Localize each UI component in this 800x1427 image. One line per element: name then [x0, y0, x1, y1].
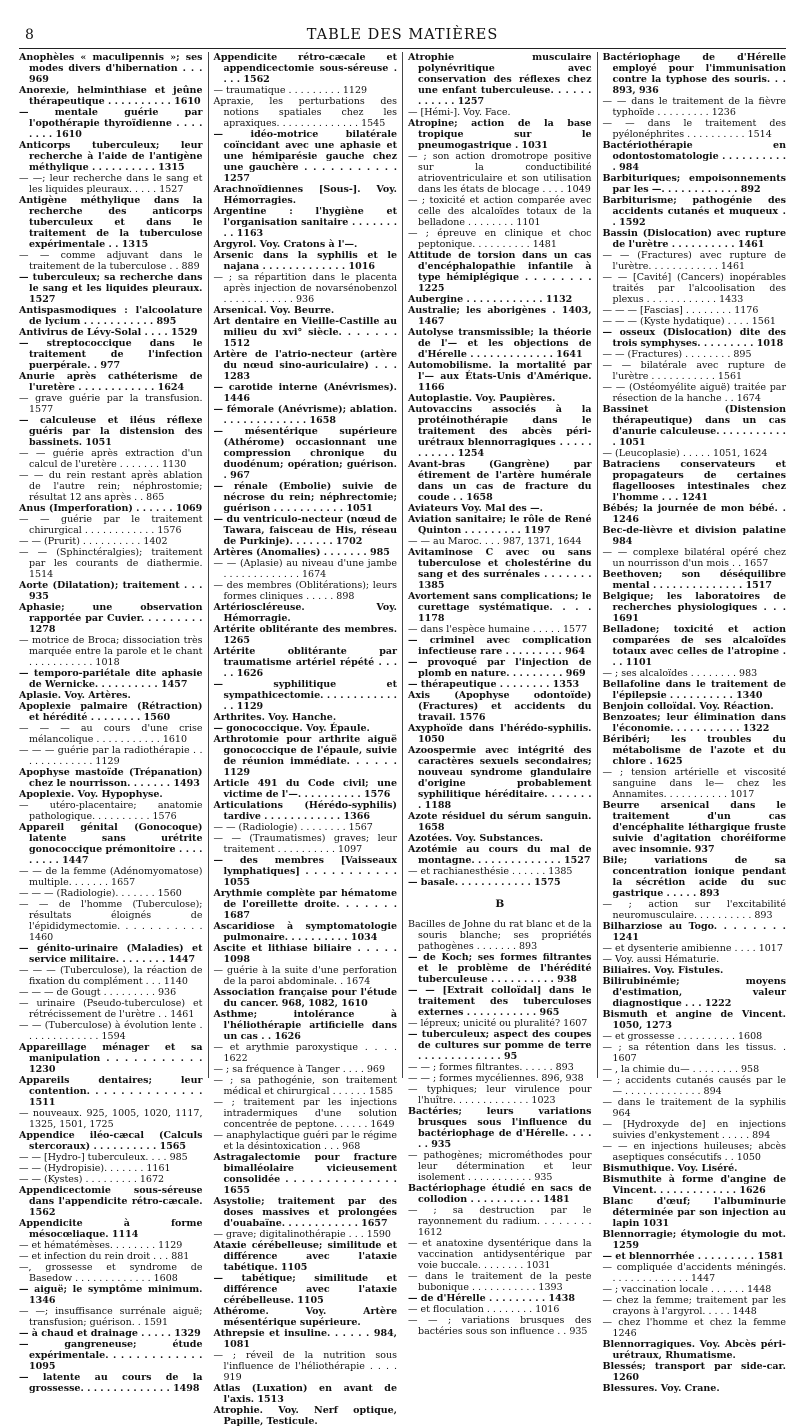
index-entry: —, grossesse et syndrome de Basedow . . . . . . . . . . . . . 1608 — [19, 1262, 203, 1284]
index-entry: — idéo-motrice bilatérale coïncidant avec une aphasie et une hémiparésie gauche chez une gauchère . . . . . . . . . . . 1257 — [213, 129, 397, 184]
index-entry: Bassin (Dislocation) avec rupture de l'urètre . . . . . . . . . . 1461 — [602, 228, 786, 250]
index-entry: — — (Prurit) . . . . . . . . . . 1402 — [19, 536, 168, 547]
index-entry: Axyphoïde dans l'hérédo-syphilis. 1050 — [408, 723, 592, 745]
index-entry: Avortement sans complications; le curettage systématique. . . . 1178 — [408, 591, 592, 624]
index-entry: — —; leur recherche dans le sang et les liquides pleuraux. . . . . 1527 — [19, 173, 203, 195]
index-entry: — latente au cours de la grossesse. . . . . . . . . . . . . . 1498 — [19, 1372, 203, 1394]
index-entry: — — guérie par le traitement chirurgical . . . . . . . . . . . . 1576 — [19, 514, 203, 536]
index-entry: — traumatique . . . . . . . . . 1129 — [213, 85, 368, 96]
index-entry: Aphasie; une observation rapportée par Cuvier. . . . . . . . . 1278 — [19, 602, 203, 635]
index-entry: — — dans le traitement de la fièvre typhoïde . . . . . . . . . 1236 — [602, 96, 786, 118]
index-entry: — de d'Hérelle . . . . . . . . . 1438 — [408, 1293, 575, 1304]
index-entry: Antispasmodiques : l'alcoolature de lycium . . . . . . . . . . . 895 — [19, 305, 203, 327]
index-entry: — des membres (Oblitérations); leurs formes cliniques . . . . . 898 — [213, 580, 397, 602]
index-entry: — ; sa rétention dans les tissus. . 1607 — [602, 1042, 786, 1064]
index-entry: — thérapeutique . . . . . . . . 1353 — [408, 679, 580, 690]
page-number: 8 — [25, 27, 34, 43]
index-entry: Biliaires. Voy. Fistules. — [602, 965, 724, 976]
index-entry: — streptococcique dans le traitement de l'infection puerpérale. . 977 — [19, 338, 203, 371]
index-entry: Ataxie cérébelleuse; similitude et différence avec l'ataxie tabétique. 1105 — [213, 1240, 397, 1273]
index-entry: — ; accidents cutanés causés par le — . . . . . . . . . . . . . 894 — [602, 1075, 786, 1097]
index-entry: — chez la femme; traitement par les crayons à l'argyrol. . . . . 1448 — [602, 1295, 786, 1317]
index-entry: — —; insuffisance surrénale aiguë; transfusion; guérison. . 1591 — [19, 1306, 203, 1328]
index-entry: — — (Sphinctéralgies); traitement par les courants de diathermie. 1514 — [19, 547, 203, 580]
index-entry: Argentine : l'hygiène et l'organisation sanitaire . . . . . . . . . 1163 — [213, 206, 397, 239]
index-entry: Atropine; action de la base tropique sur le pneumogastrique . 1031 — [408, 118, 592, 151]
index-entry: Aviateurs Voy. Mal des —. — [408, 503, 543, 514]
index-entry: Appendicite à forme mésocœliaque. 1114 — [19, 1218, 203, 1240]
index-entry: — aiguë; le symptôme minimum. 1346 — [19, 1284, 203, 1306]
index-entry: — tuberculeux; sa recherche dans le sang et les liquides pleuraux. 1527 — [19, 272, 203, 305]
index-entry: — [Hydroxyde de] en injections suivies d'enkystement . . . . . 894 — [602, 1119, 786, 1141]
index-entry: — ; sa fréquence à Tanger . . . . 969 — [213, 1064, 386, 1075]
index-entry: — mésentérique supérieure (Athérome) occasionnant une compression chronique du duodénum; opération; guérison. . 967 — [213, 426, 397, 481]
index-entry: Azoospermie avec intégrité des caractères sexuels secondaires; nouveau syndrome glandulaire d'origine probablement syphilitique héréditaire. . . . . . . . 1188 — [408, 745, 592, 811]
index-column-4 — [597, 52, 787, 1394]
index-entry: Bismuthique. Voy. Liséré. — [602, 1163, 738, 1174]
index-entry: — — (Hydropisie). . . . . . . 1161 — [19, 1163, 171, 1174]
index-entry: Bellafoline dans le traitement de l'épilepsie . . . . . . . . . . 1340 — [602, 679, 786, 701]
index-entry: Association française pour l'étude du cancer. 968, 1082, 1610 — [213, 987, 397, 1009]
index-entry: — motrice de Broca; dissociation très marquée entre la parole et le chant . . . . . . . . . . . 1018 — [19, 635, 203, 668]
header-rule — [19, 48, 786, 49]
index-entry: — mentale guérie par l'opothérapie thyroïdienne . . . . . . . . 1610 — [19, 107, 203, 140]
index-entry: — — — (Radiologie). . . . . . . 1560 — [19, 888, 182, 899]
index-entry: — ; vaccination locale . . . . . . 1448 — [602, 1284, 772, 1295]
index-entry: — — complexe bilatéral opéré chez un nourrisson d'un mois . . 1657 — [602, 547, 786, 569]
index-entry: — fémorale (Anévrisme); ablation. . . . . . . . . . . . . . 1658 — [213, 404, 397, 426]
index-entry: Blennorragie; étymologie du mot. 1259 — [602, 1229, 786, 1251]
page-header — [19, 0, 786, 44]
index-entry: — — de la femme (Adénomyomatose) multiple. . . . . . . 1657 — [19, 866, 203, 888]
index-entry: — — (Aplasie) au niveau d'une jambe . . . . . . . . . . . . . 1674 — [213, 558, 397, 580]
index-entry: — ; tension artérielle et viscosité sanguine dans le— chez les Annamites. . . . . . . . . . . 1017 — [602, 767, 786, 800]
index-entry: Anticorps tuberculeux; leur recherche à l'aide de l'antigène méthylique . . . . . . . . . . 1315 — [19, 140, 203, 173]
index-entry: Artérioscléreuse. Voy. Hémorragie. — [213, 602, 397, 624]
index-entry: Bassinet (Distension thérapeutique) dans un cas d'anurie calculeuse. . . . . . . . . . . . 1051 — [602, 404, 786, 448]
index-entry: — — [Cavité] (Cancers) inopérables traités par l'alcoolisation des plexus . . . . . . . . . . . . 1433 — [602, 272, 786, 305]
index-entry: — — guérie après extraction d'un calcul de l'uretère . . . . . . . 1130 — [19, 448, 203, 470]
index-entry: Antivirus de Lévy-Solal . . . . 1529 — [19, 327, 198, 338]
index-entry: — — dans le traitement des pyélonéphrites . . . . . . . . . . 1514 — [602, 118, 786, 140]
index-entry: Anurie après cathéterisme de l'uretère . . . . . . . . . . . . 1624 — [19, 371, 203, 393]
index-entry: Bébés; la journée de mon bébé. . 1246 — [602, 503, 786, 525]
index-entry: — — (Tuberculose) à évolution lente . . . . . . . . . . . . . 1594 — [19, 1020, 203, 1042]
index-entry: — du ventriculo-necteur (nœud de Tawara, faisceau de His, réseau de Purkinje). . . . . . . 1702 — [213, 514, 397, 547]
index-entry: Bacilles de Johne du rat blanc et de la souris blanche; ses propriétés pathogènes . . . . . . . 893 — [408, 919, 592, 952]
index-entry: Ascaridiose à symptomatologie pulmonaire. . . . . . . . . . 1034 — [213, 921, 397, 943]
index-entry: Bile; variations de sa concentration ionique pendant la sécrétion acide du suc gastrique . . . . . 893 — [602, 855, 786, 899]
index-entry: — basale. . . . . . . . . . . . 1575 — [408, 877, 561, 888]
index-entry: Athérome. Voy. Artère mésentérique supérieure. — [213, 1306, 397, 1328]
index-entry: Appareil génital (Gonocoque) latente sans urétrite gonococcique prémonitoire . . . . . . . . . 1447 — [19, 822, 203, 866]
index-entry: — utéro-placentaire; anatomie pathologique. . . . . . . . . . 1576 — [19, 800, 203, 822]
index-column-2 — [208, 52, 403, 1427]
index-entry: — osseux (Dislocation) dite des trois symphyses. . . . . . . . . 1018 — [602, 327, 786, 349]
index-entry: Blanc d'œuf; l'albuminurie déterminée par son injection au lapin 1031 — [602, 1196, 786, 1229]
index-entry: Bec-de-lièvre et division palatine 984 — [602, 525, 786, 547]
index-entry: — — au Maroc. . . . 987, 1371, 1644 — [408, 536, 582, 547]
index-entry: — nouveaux. 925, 1005, 1020, 1117, 1325, 1501, 1725 — [19, 1108, 203, 1130]
index-entry: — — (Traumatismes) graves; leur traitement . . . . . . . . . . 1097 — [213, 833, 397, 855]
index-entry: — calculeuse et iléus réflexe guéris par la distension des bassinets. 1051 — [19, 415, 203, 448]
index-entry: Arthrites. Voy. Hanche. — [213, 712, 337, 723]
index-entry: — ; réveil de la nutrition sous l'influence de l'héliothérapie . . . . 919 — [213, 1350, 397, 1383]
index-entry: — ; ses alcaloïdes . . . . . . . . 983 — [602, 668, 758, 679]
index-entry: — gonococcique. Voy. Épaule. — [213, 723, 370, 734]
index-entry: Beurre arsenical dans le traitement d'un cas d'encéphalite léthargique fruste suivie d'agitation choréiforme avec insomnie. 937 — [602, 800, 786, 855]
index-entry: Arachnoïdiennes [Sous-]. Voy. Hémorragies. — [213, 184, 397, 206]
index-entry: Atrophie musculaire polynévritique avec conservation des réflexes chez une enfant tuberculeuse. . . . . . . . . . . . 1257 — [408, 52, 592, 107]
index-entry: — compliquée d'accidents méningés. . . . . . . . . . . . . . 1447 — [602, 1262, 786, 1284]
index-entry: Anophèles « maculipennis »; ses modes divers d'hibernation . . . 969 — [19, 52, 203, 85]
index-entry: Astragalectomie pour fracture bimalléolaire vicieusement consolidée . . . . . . . . . . . . . . 1655 — [213, 1152, 397, 1196]
index-entry: — lépreux; unicité ou pluralité? 1607 — [408, 1018, 588, 1029]
index-entry: — syphilitique et sympathicectomie. . . . . . . . . . . . . . 1129 — [213, 679, 397, 712]
index-entry: — , la chimie du— . . . . . . . . 958 — [602, 1064, 760, 1075]
index-entry: — ; sa destruction par le rayonnement du radium. . . . . . . . 1612 — [408, 1205, 592, 1238]
index-entry: — — ; formes mycéliennes. 896, 938 — [408, 1073, 584, 1084]
index-entry: Ascite et lithiase biliaire . . . . . 1098 — [213, 943, 397, 965]
index-entry: — et blennorrhée . . . . . . . . . 1581 — [602, 1251, 784, 1262]
index-entry: — grave guérie par la transfusion. 1577 — [19, 393, 203, 415]
index-entry: Automobilisme. la mortalité par l'— aux États-Unis d'Amérique. 1166 — [408, 360, 592, 393]
index-entry: Apraxie, les perturbations des notions spatiales chez les apraxiques. . . . . . . . . . . . . . 1545 — [213, 96, 397, 129]
index-entry: — dans le traitement de la syphilis 964 — [602, 1097, 786, 1119]
index-entry: Bactéries; leurs variations brusques sous l'influence du bactériophage de d'Hérelle. . . . . . 935 — [408, 1106, 592, 1150]
index-entry: Bismuth et angine de Vincent. 1050, 1273 — [602, 1009, 786, 1031]
index-entry: Argyrol. Voy. Cratons à l'—. — [213, 239, 358, 250]
index-entry: Avitaminose C avec ou sans tuberculose et cholestérine du sang et des surrénales . . . . . . . 1385 — [408, 547, 592, 591]
index-entry: — gangreneuse; étude expérimentale. . . . . . . . . . . . . 1095 — [19, 1339, 203, 1372]
index-entry: — et dysenterie amibienne . . . . 1017 — [602, 943, 783, 954]
index-entry: Autovaccins associés à la protéinothérapie dans le traitement des abcès péri-urétraux blennorragiques . . . . . . . . . . . 1254 — [408, 404, 592, 459]
index-entry: Béribéri; les troubles du métabolisme de l'azote et du chlore . 1625 — [602, 734, 786, 767]
index-entry: Aorte (Dilatation); traitement . . . 935 — [19, 580, 203, 602]
index-entry: Autolyse transmissible; la théorie de l'— et les objections de d'Hérelle . . . . . . . . . . . . . 1641 — [408, 327, 592, 360]
index-entry: Aviation sanitaire; le rôle de René Quinton . . . . . . . . . 1197 — [408, 514, 592, 536]
index-entry: — et anatoxine dysentérique dans la vaccination antidysentérique par voie buccale. . . . . . . . 1031 — [408, 1238, 592, 1271]
index-entry: Aplasie. Voy. Artères. — [19, 690, 131, 701]
index-entry: Apoplexie palmaire (Rétraction) et hérédité . . . . . . . . 1560 — [19, 701, 203, 723]
index-entry: — — (Fractures) avec rupture de l'urètre. . . . . . . . . . . . 1461 — [602, 250, 786, 272]
index-entry: — grave; digitalinothérapie . . . 1590 — [213, 1229, 391, 1240]
index-entry: Azote résiduel du sérum sanguin. 1658 — [408, 811, 592, 833]
index-entry: — urinaire (Pseudo-tuberculose) et rétrécissement de l'urètre . . 1461 — [19, 998, 203, 1020]
index-entry: — ; son action dromotrope positive sur la conductibilité atrioventriculaire et son utilisation dans les états de blocage . . . . 1049 — [408, 151, 592, 195]
index-entry: — — ; formes filtrantes. . . . . . 893 — [408, 1062, 574, 1073]
index-entry: Arsenical. Voy. Beurre. — [213, 305, 335, 316]
index-entry: Anorexie, helminthiase et jeûne thérapeutique . . . . . . . . . . 1610 — [19, 85, 203, 107]
index-entry: Belgique; les laboratoires de recherches physiologiques . . . 1691 — [602, 591, 786, 624]
index-entry: — des membres [Vaisseaux lymphatiques] . . . . . . . . . . . 1055 — [213, 855, 397, 888]
section-letter: B — [495, 898, 505, 910]
index-entry: Appareils dentaires; leur contention. . . . . . . . . . . . . . 1511 — [19, 1075, 203, 1108]
index-entry: Blessures. Voy. Crane. — [602, 1383, 720, 1394]
index-entry: Artérite oblitérante des membres. 1265 — [213, 624, 397, 646]
index-entry: Artère de l'atrio-necteur (artère du nœud sino-auriculaire) . . . 1283 — [213, 349, 397, 382]
index-entry: — et floculation . . . . . . . . 1016 — [408, 1304, 560, 1315]
index-entry: — criminel avec complication infectieuse rare . . . . . . . . . 964 — [408, 635, 592, 657]
index-entry: Arthrotomie pour arthrite aiguë gonococcique de l'épaule, suivie de réunion immédiate. . . . . . 1129 — [213, 734, 397, 778]
index-entry: — — (Ostéomyélite aiguë) traitée par résection de la hanche . . 1674 — [602, 382, 786, 404]
index-entry: Arythmie complète par hématome de l'oreillette droite. . . . . . . 1687 — [213, 888, 397, 921]
index-entry: — — (Fractures) . . . . . . . . 895 — [602, 349, 752, 360]
index-entry: Appendicectomie sous-séreuse dans l'appendicite rétro-cæcale. 1562 — [19, 1185, 203, 1218]
index-entry: — et hématémèses. . . . . . . . 1129 — [19, 1240, 183, 1251]
index-entry: Azotées. Voy. Substances. — [408, 833, 544, 844]
index-entry: Autoplastie. Voy. Paupières. — [408, 393, 556, 404]
index-entry: Batraciens conservateurs et propagateurs de certaines flagellooses intestinales chez l'homme . . . 1241 — [602, 459, 786, 503]
index-entry: — dans l'espèce humaine . . . . . 1577 — [408, 624, 588, 635]
index-entry: — ; toxicité et action comparée avec celle des alcaloïdes totaux de la belladone . . . . . . . . 1101 — [408, 195, 592, 228]
index-entry: — — — de Gougt . . . . . . . . . 936 — [19, 987, 177, 998]
index-entry: — — — [Fascias] . . . . . . . . 1176 — [602, 305, 759, 316]
index-entry: Bactériothérapie en odontostomatologie . . . . . . . . . . . 984 — [602, 140, 786, 173]
index-entry: — typhiques; leur virulence pour l'huître. . . . . . . . . . . . . 1023 — [408, 1084, 592, 1106]
index-entry: Asystolie; traitement par des doses massives et prolongées d'ouabaïne. . . . . . . . . . . . 1657 — [213, 1196, 397, 1229]
index-entry: — et infection du rein droit . . . 881 — [19, 1251, 190, 1262]
index-entry: Benzoates; leur élimination dans l'économie. . . . . . . . . . . 1322 — [602, 712, 786, 734]
index-entry: — — [Extrait colloïdal] dans le traitement des tuberculoses externes . . . . . . . . . . . 965 — [408, 985, 592, 1018]
index-entry: — — de l'homme (Tuberculose); résultats éloignés de l'épididymectomie. . . . . . . . . . . 1460 — [19, 899, 203, 943]
index-entry: — — ; variations brusques des bactéries sous son influence . . 935 — [408, 1315, 592, 1337]
index-entry: Australie; les aborigènes . 1403, 1467 — [408, 305, 592, 327]
index-entry: — anaphylactique guéri par le régime et la désintoxication . . . 968 — [213, 1130, 397, 1152]
index-entry: — ; sa pathogénie, son traitement médical et chirurgical . . . . . . 1585 — [213, 1075, 397, 1097]
index-entry: — — — au cours d'une crise mélancolique . . . . . . . . . . . 1610 — [19, 723, 203, 745]
page-title: TABLE DES MATIÈRES — [306, 27, 499, 43]
index-entry: — (Leucoplasie) . . . . . 1051, 1624 — [602, 448, 768, 459]
index-entry: — provoqué par l'injection de plomb en nature. . . . . . . . . 969 — [408, 657, 592, 679]
index-entry: — de Koch; ses formes filtrantes et le problème de l'hérédité tuberculeuse . . . . . . . . . . 938 — [408, 952, 592, 985]
index-entry: Bilharziose au Togo. . . . . . . . 1241 — [602, 921, 786, 943]
index-entry: — [Hémi-]. Voy. Face. — [408, 107, 511, 118]
index-entry: — — (Kystes) . . . . . . . . . 1672 — [19, 1174, 165, 1185]
index-entry: — et grossesse . . . . . . . . . . 1608 — [602, 1031, 763, 1042]
index-entry: Artérite oblitérante par traumatisme artériel répété . . . . . 1626 — [213, 646, 397, 679]
index-entry: Bismuthite à forme d'angine de Vincent. . . . . . . . . . . . . 1626 — [602, 1174, 786, 1196]
index-entry: — chez l'homme et chez la femme 1246 — [602, 1317, 786, 1339]
index-entry: Azotémie au cours du mal de montagne. . . . . . . . . . . . . . 1527 — [408, 844, 592, 866]
index-entry: Asthme; intolérance à l'héliothérapie artificielle dans un cas . . 1626 — [213, 1009, 397, 1042]
index-entry: Article 491 du Code civil; une victime de l'—. . . . . . . . . . 1576 — [213, 778, 397, 800]
index-entry: Beethoven; son déséquilibre mental . . . . . . . . . . . . . . 1517 — [602, 569, 786, 591]
index-entry: — génito-urinaire (Maladies) et service militaire. . . . . . . . 1447 — [19, 943, 203, 965]
index-entry: Atrophie. Voy. Nerf optique, Papille, Testicule. — [213, 1405, 397, 1427]
index-entry: Axis (Apophyse odontoïde) (Fractures) et accidents du travail. 1576 — [408, 690, 592, 723]
index-entry: — carotide interne (Anévrismes). 1446 — [213, 382, 397, 404]
index-entry: — — comme adjuvant dans le traitement de la tuberculose . . 889 — [19, 250, 203, 272]
index-entry: Barbiturisme; pathogénie des accidents cutanés et muqueux . . 1592 — [602, 195, 786, 228]
index-entry: — — — (Kyste hydatique) . . . . 1561 — [602, 316, 776, 327]
index-entry: — — (Radiologie) . . . . . . . . 1567 — [213, 822, 373, 833]
index-entry: Bactériophage étudié en sacs de collodion . . . . . . . . . . . 1481 — [408, 1183, 592, 1205]
index-entry: Blennorragiques. Voy. Abcès péri-urétraux, Rhumatisme. — [602, 1339, 786, 1361]
index-entry: — — [Hydro-] tuberculeux. . . . 985 — [19, 1152, 188, 1163]
index-entry: — guérie à la suite d'une perforation de la paroi abdominale. . 1674 — [213, 965, 397, 987]
index-entry: Antigène méthylique dans la recherche des anticorps tuberculeux et dans le traitement de la tuberculose expérimentale . . 1315 — [19, 195, 203, 250]
index-entry: Arsenic dans la syphilis et le najana . . . . . . . . . . . . . 1016 — [213, 250, 397, 272]
index-entry: — Voy. aussi Hématurie. — [602, 954, 720, 965]
index-columns — [19, 52, 786, 1427]
index-entry: — tuberculeux; aspect des coupes de cultures sur pomme de terre . . . . . . . . . . . . . 95 — [408, 1029, 592, 1062]
index-entry: Belladone; toxicité et action comparées de ses alcaloïdes totaux avec celles de l'atropine . . . 1101 — [602, 624, 786, 668]
index-entry: — rénale (Embolie) suivie de nécrose du rein; néphrectomie; guérison . . . . . . . . . . . 1051 — [213, 481, 397, 514]
index-entry: Barbituriques; empoisonnements par les —. . . . . . . . . . . . 892 — [602, 173, 786, 195]
index-entry: Art dentaire en Vieille-Castille au milieu du xvi° siècle. . . . . . . 1512 — [213, 316, 397, 349]
index-entry: — temporo-pariétale dite aphasie de Wernicke. . . . . . . . . . 1457 — [19, 668, 203, 690]
index-entry: Apoplexie. Voy. Hypophyse. — [19, 789, 163, 800]
index-entry: — — en injections huileuses; abcès aseptiques consécutifs . . 1050 — [602, 1141, 786, 1163]
index-entry: — — — guérie par la radiothérapie . . . . . . . . . . . . . 1129 — [19, 745, 203, 767]
index-entry: Appendice iléo-cæcal (Calculs stercoraux) . . . . . . . . . . 1565 — [19, 1130, 203, 1152]
index-entry: Appareillage ménager et sa manipulation . . . . . . . . . . . 1230 — [19, 1042, 203, 1075]
index-entry: Aubergine . . . . . . . . . . . . 1132 — [408, 294, 573, 305]
index-entry: — — du rein restant après ablation de l'autre rein; néphrostomie; résultat 12 ans après . . 865 — [19, 470, 203, 503]
index-entry: Articulations (Hérédo-syphilis) tardive . . . . . . . . . . . . 1366 — [213, 800, 397, 822]
index-entry: — — bilatérale avec rupture de l'urètre . . . . . . . . . . . 1561 — [602, 360, 786, 382]
index-entry: — et rachianesthésie . . . . . . 1385 — [408, 866, 573, 877]
index-entry: — — — (Tuberculose), la réaction de fixation du complément . . . 1140 — [19, 965, 203, 987]
index-entry: Blessés; transport par side-car. 1260 — [602, 1361, 786, 1383]
index-column-3 — [402, 52, 597, 1337]
index-entry: Bactériophage de d'Hérelle employé pour l'immunisation contre la typhose des souris. . . 893, 936 — [602, 52, 786, 96]
index-entry: — ; épreuve en clinique et choc peptonique. . . . . . . . . . 1481 — [408, 228, 592, 250]
index-entry: Athrepsie et insuline. . . . . . 984, 1081 — [213, 1328, 397, 1350]
index-column-1 — [19, 52, 208, 1394]
index-entry: — pathogènes; microméthodes pour leur détermination et leur isolement . . . . . . . . . . . 935 — [408, 1150, 592, 1183]
index-entry: Avant-bras (Gangrène) par étirement de l'artère humérale dans un cas de fracture du coude . . 1658 — [408, 459, 592, 503]
index-entry: Appendicite rétro-cæcale et appendicectomie sous-séreuse . . . . 1562 — [213, 52, 397, 85]
index-entry: Bilirubinémie; moyens d'estimation, valeur diagnostique . . . 1222 — [602, 976, 786, 1009]
index-entry: — ; sa répartition dans le placenta après injection de novarsénobenzol . . . . . . . . . . . . 936 — [213, 272, 397, 305]
index-entry: — ; action sur l'excitabilité neuromusculaire. . . . . . . . . . 893 — [602, 899, 786, 921]
index-entry: — dans le traitement de la peste bubonique . . . . . . . . . . . 1393 — [408, 1271, 592, 1293]
index-entry: Benjoin colloïdal. Voy. Réaction. — [602, 701, 774, 712]
index-entry: Anus (Imperforation) . . . . . . 1069 — [19, 503, 203, 514]
index-entry: Atlas (Luxation) en avant de l'axis. 1513 — [213, 1383, 397, 1405]
index-entry: — ; traitement par les injections intradermiques d'une solution concentrée de peptone. . . . . . 1649 — [213, 1097, 397, 1130]
index-entry: Artères (Anomalies) . . . . . . . 985 — [213, 547, 390, 558]
index-entry: — et arythmie paroxystique . . . . 1622 — [213, 1042, 397, 1064]
index-entry: — à chaud et drainage . . . . . 1329 — [19, 1328, 201, 1339]
index-entry: — tabétique; similitude et différence avec l'ataxie cérébelleuse. 1105 — [213, 1273, 397, 1306]
index-entry: Attitude de torsion dans un cas d'encéphalopathie infantile à type hémiplégique . . . . . . . . 1225 — [408, 250, 592, 294]
index-entry: Apophyse mastoïde (Trépanation) chez le nourrisson. . . . . . . 1493 — [19, 767, 203, 789]
